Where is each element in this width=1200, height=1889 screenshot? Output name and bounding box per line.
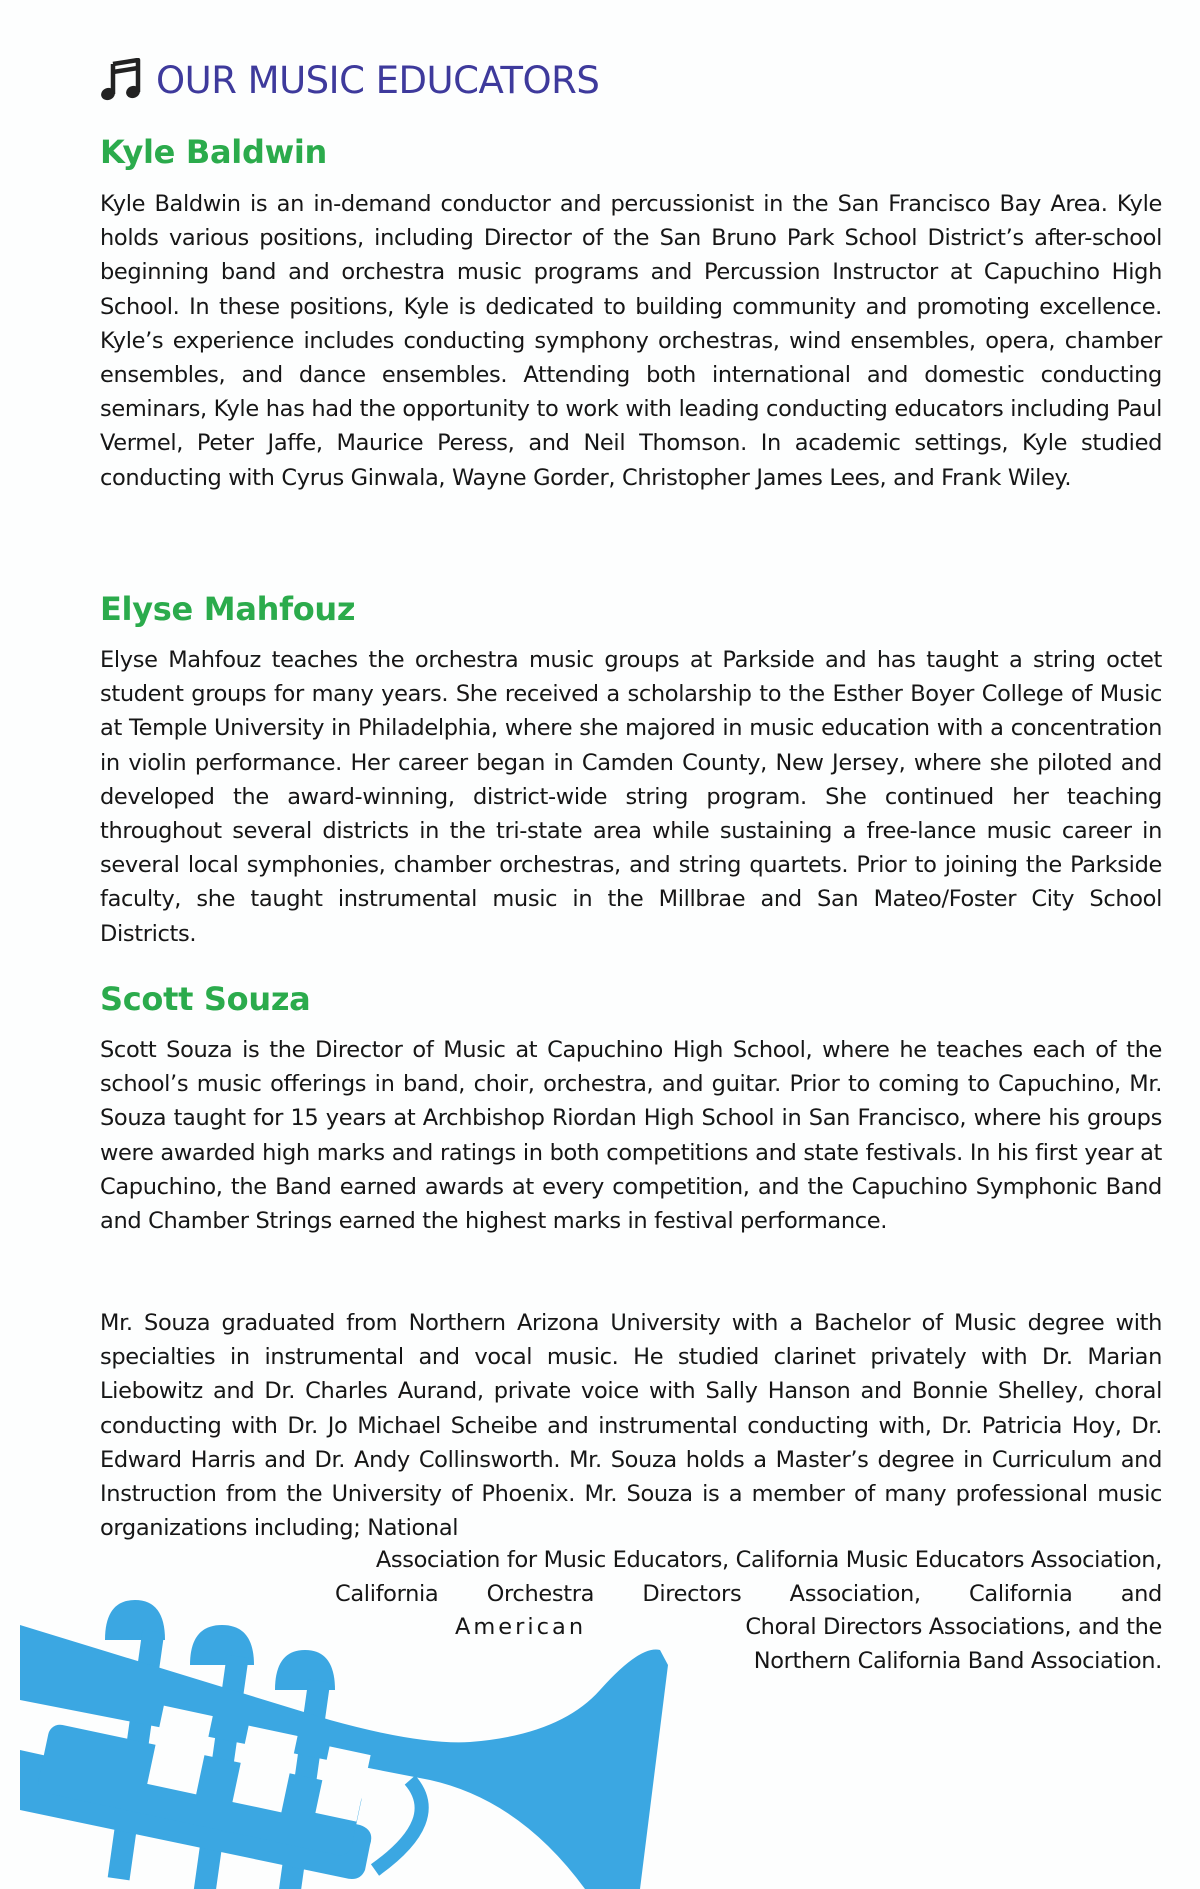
page-header (100, 58, 599, 102)
tail-line: American (455, 1614, 587, 1640)
bio-paragraph: Mr. Souza graduated from Northern Arizona University with a Bachelor of Music degree with specialties in instrumental and vocal music. He studied clarinet privately with Dr. Marian Liebowitz and Dr. Charles Aurand, private voice with Sally Hanson and Bonnie Shelley, choral conducting with Dr. Jo Michael Scheibe and instrumental conducting with, Dr. Patricia Hoy, Dr. Edward Harris and Dr. Andy Collinsworth. Mr. Souza holds a Master’s degree in Curriculum and Instruction from the University of Phoenix. Mr. Souza is a member of many professional music organizations including; National (100, 1310, 1162, 1542)
trumpet-icon (0, 1570, 720, 1889)
educator-bio-kyle-baldwin (100, 187, 1162, 495)
tail-line: Association for Music Educators, California Music Educators Association, (375, 1547, 1162, 1573)
bio-paragraph: Scott Souza is the Director of Music at Capuchino High School, where he teaches each of the school’s music offerings in band, choir, orchestra, and guitar. Prior to coming to Capuchino, Mr. Souza taught for 15 years at Archbishop Riordan High School in San Francisco, where his groups were awarded high marks and ratings in both competitions and state festivals. In his first year at Capuchino, the Band earned awards at every competition, and the Capuchino Symphonic Band and Chamber Strings earned the highest marks in festival performance. (100, 1037, 1162, 1235)
bio-paragraph: Kyle Baldwin is an in-demand conductor and percussionist in the San Francisco Bay Area. Kyle holds various positions, including Director of the San Bruno Park School District’s after-school beginning band and orchestra music programs and Percussion Instructor at Capuchino High School. In these positions, Kyle is dedicated to building community and promoting excellence. Kyle’s experience includes conducting symphony orchestras, wind ensembles, opera, chamber ensembles, and dance ensembles. Attending both international and domestic conducting seminars, Kyle has had the opportunity to work with leading conducting educators including Paul Vermel, Peter Jaffe, Maurice Peress, and Neil Thomson. In academic settings, Kyle studied conducting with Cyrus Ginwala, Wayne Gorder, Christopher James Lees, and Frank Wiley. (100, 191, 1162, 491)
tail-line: Choral Directors Associations, and the (745, 1614, 1162, 1640)
educator-bio-scott-souza (100, 1033, 1162, 1238)
music-note-icon (100, 58, 142, 102)
page-title: OUR MUSIC EDUCATORS (156, 58, 600, 102)
tail-line: California Orchestra Directors Association, California and (335, 1580, 1162, 1607)
educator-bio-elyse-mahfouz (100, 643, 1162, 951)
educator-name-kyle-baldwin: Kyle Baldwin (100, 133, 327, 171)
educator-name-elyse-mahfouz: Elyse Mahfouz (100, 590, 356, 628)
educator-bio-scott-souza-continued (100, 1306, 1162, 1545)
educator-name-scott-souza: Scott Souza (100, 980, 311, 1018)
tail-line: Northern California Band Association. (753, 1647, 1162, 1674)
bio-paragraph: Elyse Mahfouz teaches the orchestra music groups at Parkside and has taught a string octet student groups for many years. She received a scholarship to the Esther Boyer College of Music at Temple University in Philadelphia, where she majored in music education with a concentration in violin performance. Her career began in Camden County, New Jersey, where she piloted and developed the award-winning, district-wide string program. She continued her teaching throughout several districts in the tri-state area while sustaining a free-lance music career in several local symphonies, chamber orchestras, and string quartets. Prior to joining the Parkside faculty, she taught instrumental music in the Millbrae and San Mateo/Foster City School Districts. (100, 647, 1162, 947)
